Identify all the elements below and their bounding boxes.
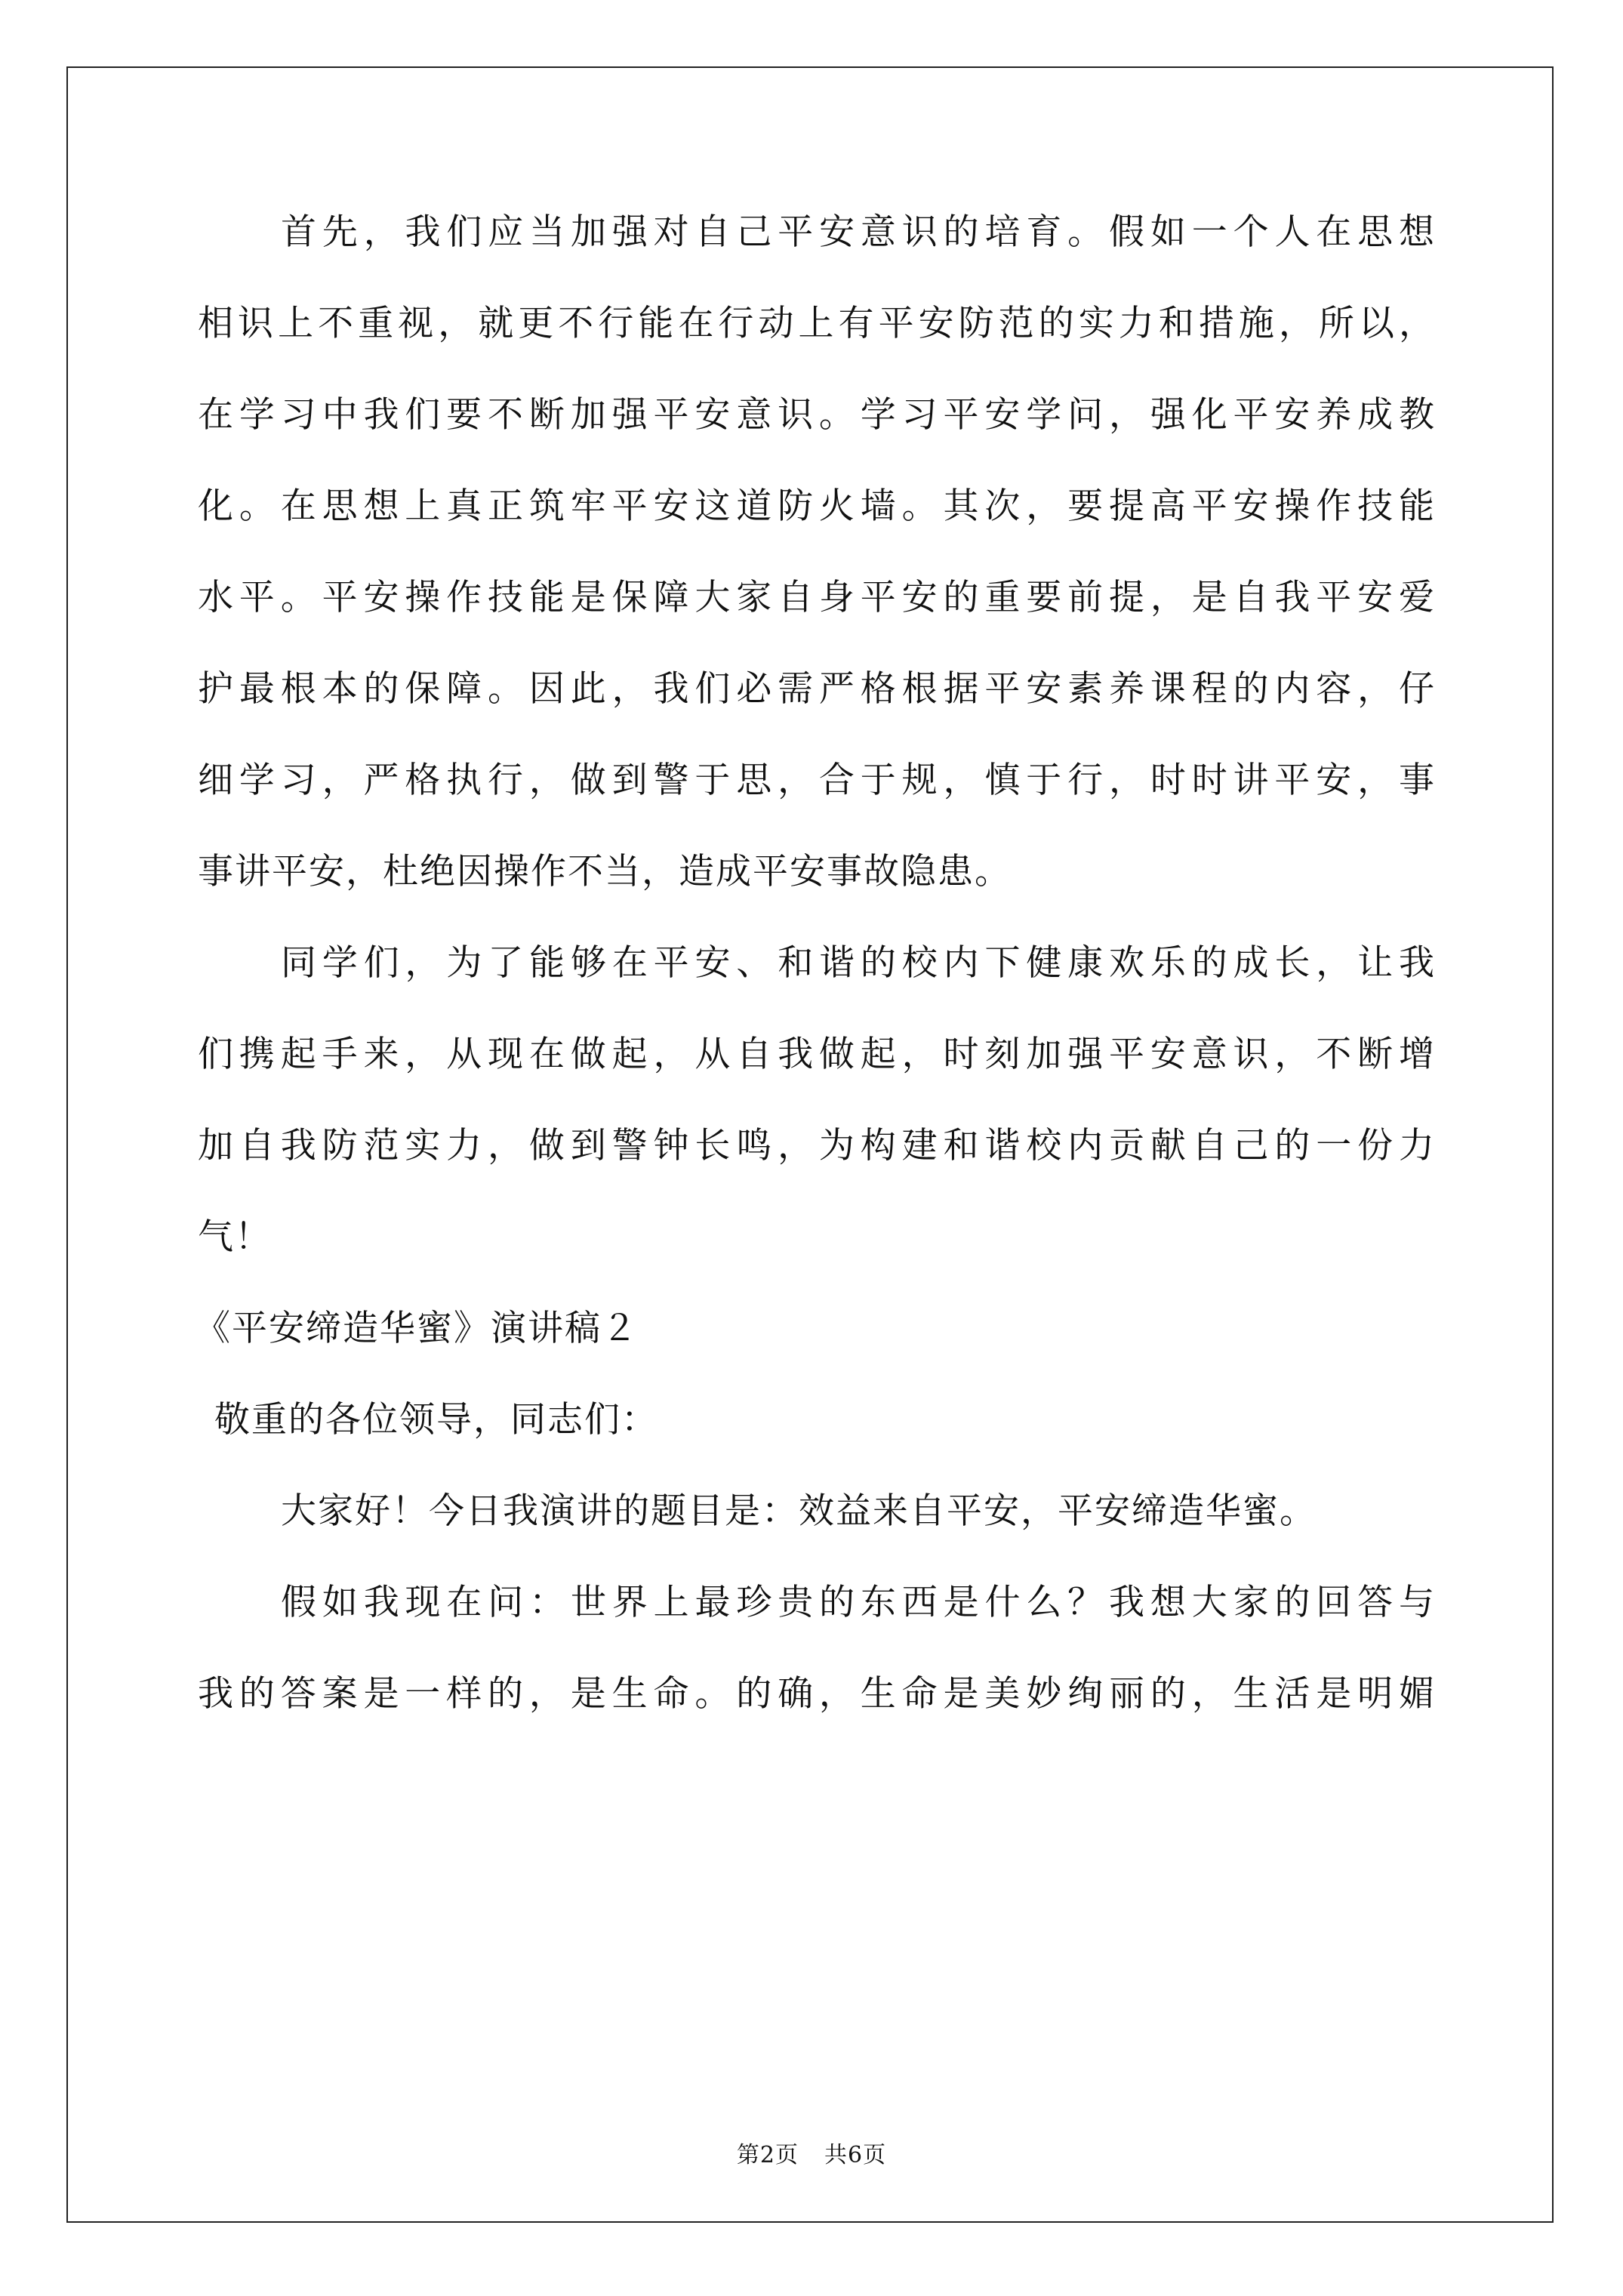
- text-line: 们携起手来，从现在做起，从自我做起，时刻加强平安意识，不断增: [198, 1034, 1436, 1075]
- text-line: 气！: [198, 1216, 272, 1258]
- text-line: 水平。平安操作技能是保障大家自身平安的重要前提，是自我平安爱: [198, 577, 1436, 618]
- salutation: 敬重的各位领导，同志们：: [214, 1399, 658, 1441]
- text-line: 假如我现在问：世界上最珍贵的东西是什么？我想大家的回答与: [281, 1582, 1436, 1623]
- text-line: 我的答案是一样的，是生命。的确，生命是美妙绚丽的，生活是明媚: [198, 1673, 1436, 1715]
- text-line: 加自我防范实力，做到警钟长鸣，为构建和谐校内贡献自己的一份力: [198, 1125, 1436, 1166]
- section-heading: 《平安缔造华蜜》演讲稿２: [195, 1308, 639, 1349]
- page-total: 共6页: [824, 2142, 887, 2168]
- text-line: 同学们，为了能够在平安、和谐的校内下健康欢乐的成长，让我: [281, 942, 1436, 984]
- text-line: 细学习，严格执行，做到警于思，合于规，慎于行，时时讲平安，事: [198, 760, 1436, 801]
- text-line: 在学习中我们要不断加强平安意识。学习平安学问，强化平安养成教: [198, 394, 1436, 436]
- text-line: 大家好！今日我演讲的题目是：效益来自平安，平安缔造华蜜。: [281, 1490, 1317, 1532]
- page-number: 第2页: [736, 2142, 799, 2168]
- document-body: [195, 211, 1436, 1766]
- text-line: 首先，我们应当加强对自己平安意识的培育。假如一个人在思想: [281, 211, 1436, 253]
- page-footer: [0, 2143, 1623, 2168]
- text-line: 化。在思想上真正筑牢平安这道防火墙。其次，要提高平安操作技能: [198, 485, 1436, 527]
- text-line: 事讲平安，杜绝因操作不当，造成平安事故隐患。: [198, 851, 1012, 892]
- text-line: 护最根本的保障。因此，我们必需严格根据平安素养课程的内容，仔: [198, 668, 1436, 710]
- text-line: 相识上不重视，就更不行能在行动上有平安防范的实力和措施，所以，: [198, 303, 1436, 344]
